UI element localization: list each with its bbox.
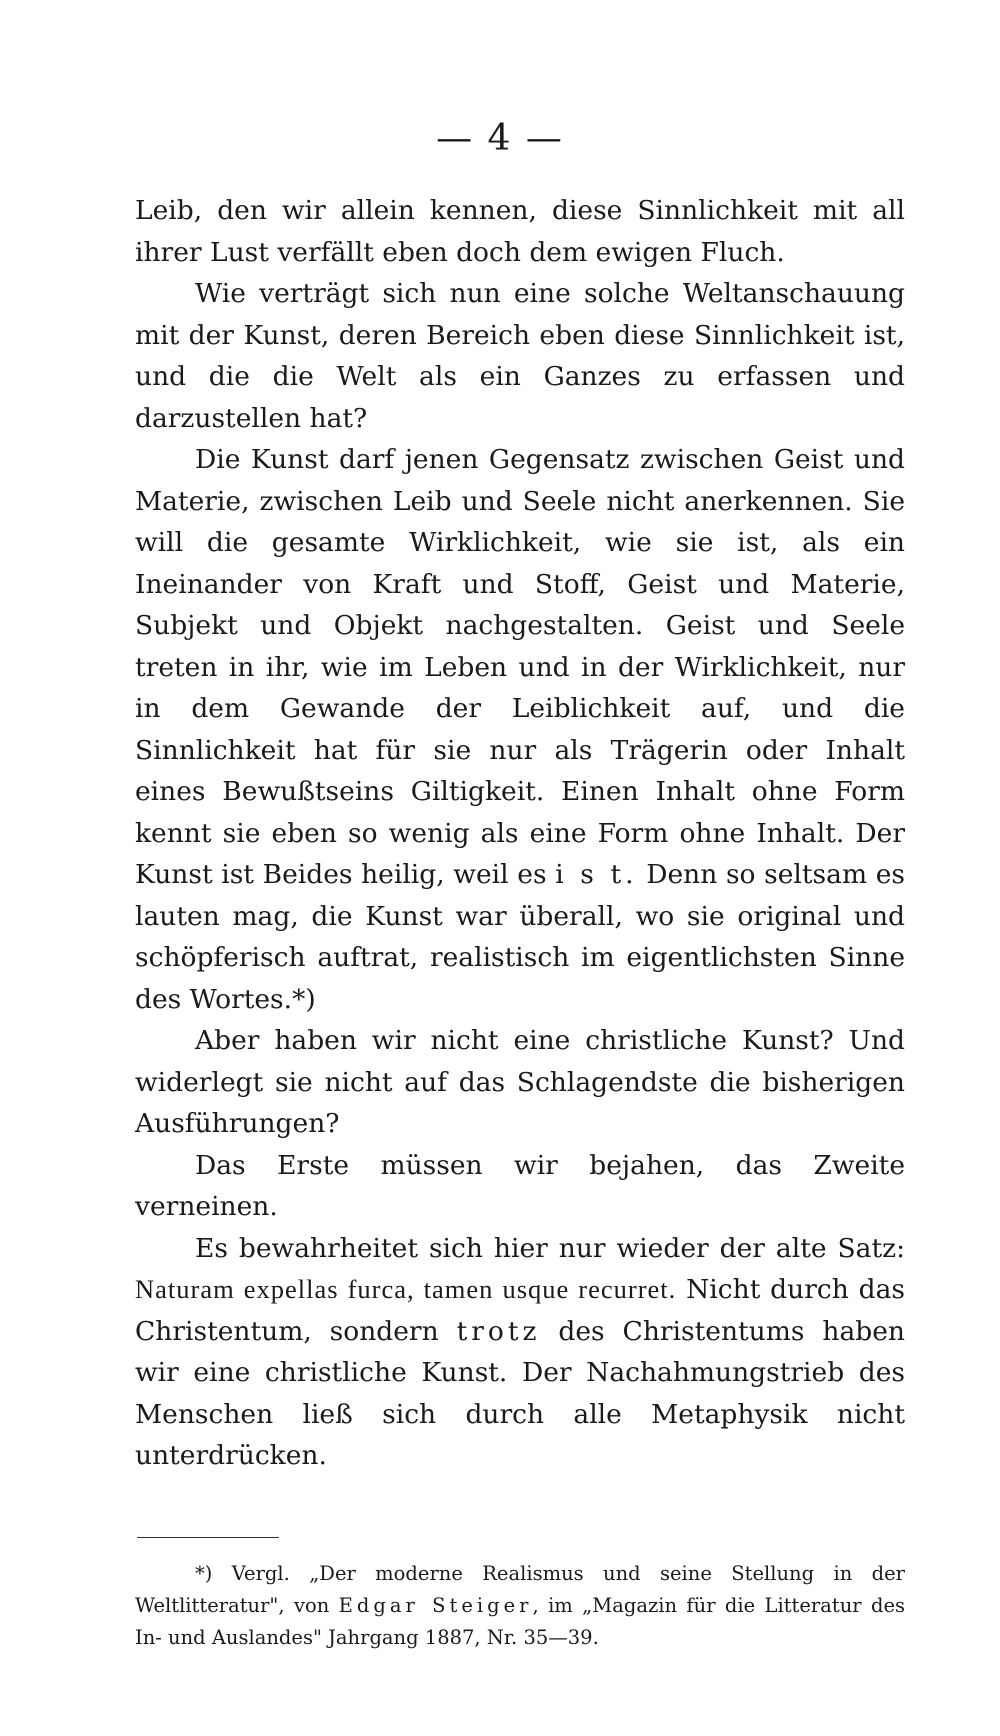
paragraph-6-after-latin: Nicht (676, 1274, 761, 1305)
paragraph-6-part-3: haben wir eine christliche Kunst. Der Nachahmungstrieb des Menschen ließ sich durch alle Metaphysik nicht unterdrücken. (135, 1315, 905, 1471)
footnote-text-part-2: , im „Magazin für die Litteratur des In- und Auslandes" Jahrgang 1887, Nr. 35—39. (135, 1594, 905, 1649)
paragraph-5: Das Erste müssen wir bejahen, das Zweite verneinen. (135, 1149, 905, 1222)
footnote-text-part-1: *) Vergl. „Der moderne Realismus und seine Stellung in der Weltlitteratur", von (135, 1562, 905, 1617)
paragraph-6-part-2: durch das Christentum, sondern (135, 1274, 905, 1347)
emphasized-ist: i s t. (555, 859, 638, 890)
paragraph-6-text: Es bewahrheitet sich hier nur wieder der alte Satz: (195, 1232, 905, 1264)
paragraph-1: Leib, den wir allein kennen, diese Sinnlichkeit mit all ihrer Lust verfällt eben doch dem ewigen Fluch. (135, 195, 905, 268)
paragraph-6-after-trotz: des Christentums (540, 1315, 805, 1347)
page-number: — 4 — (436, 118, 564, 159)
paragraph-3-continuation: Denn so seltsam es lauten mag, die Kunst war überall, wo sie original und schöpferisch auftrat, realistisch im eigentlichsten Sinne des Wortes.*) (135, 859, 905, 1015)
paragraph-4: Aber haben wir nicht eine christliche Kunst? Und widerlegt sie nicht auf das Schlagendste die bisherigen Ausführungen? (135, 1025, 905, 1139)
body-text (135, 190, 905, 1477)
footnote-author: Edgar Steiger (338, 1594, 533, 1617)
paragraph-6 (135, 1228, 905, 1477)
paragraph-3 (135, 439, 905, 1020)
emphasized-trotz: trotz (456, 1315, 541, 1347)
footnote (135, 1558, 905, 1654)
paragraph-3-text: Die Kunst darf jenen Gegensatz zwischen Geist und Materie, zwischen Leib und Seele nicht anerkennen. Sie will die gesamte Wirklichkeit, wie sie ist, als ein Ineinander von Kraft und Stoff, Geist und Materie, Subjekt und Objekt nachgestalten. Geist und Seele treten in ihr, wie im Leben und in der Wirklichkeit, nur in dem Gewande der Leiblichkeit auf, und die Sinnlichkeit hat für sie nur als Trägerin oder Inhalt eines Bewußtseins Giltigkeit. Einen Inhalt ohne Form kennt sie eben so wenig als eine Form ohne Inhalt. Der Kunst ist Beides heilig, weil es (135, 444, 905, 890)
paragraph-2: Wie verträgt sich nun eine solche Weltanschauung mit der Kunst, deren Bereich eben diese Sinnlichkeit ist, und die die Welt als ein Ganzes zu erfassen und darzustellen hat? (135, 278, 905, 434)
footnote-text (135, 1558, 905, 1654)
latin-quote: Naturam expellas furca, tamen usque recurret. (135, 1274, 677, 1304)
footnote-separator (137, 1537, 279, 1538)
